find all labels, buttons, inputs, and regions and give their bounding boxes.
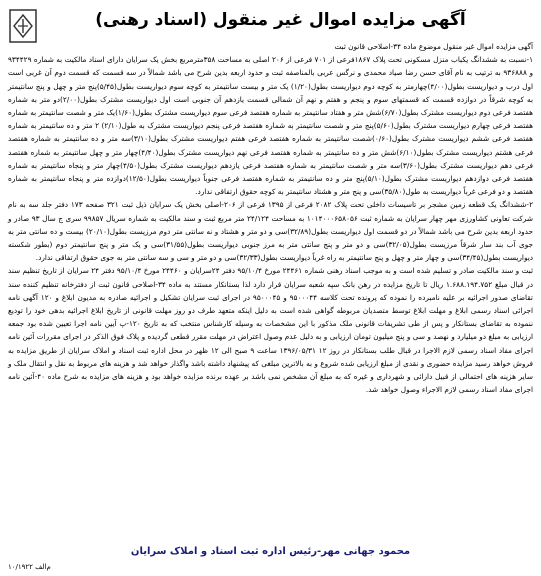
paragraph-2: ۲-ششدانگ یک قطعه زمین مشجر بر تاسیسات داخلی تحت پلاک ۲۰۸۲ فرعی از ۱۳۹۵ فرعی از ۲۰۶-اصلی بخش یک سرایان ذیل ثبت ۳۲۱ صفحه ۱۷۳ دفتر جلد سه به نام شرکت تعاونی کشاورزی مهر چهار سرایان به شماره ثبت ۱۰۱۴۰۰۰۶۵۸۰۵۶ به مساحت ۲۴/۱۲۴ متر مربع ثبت و سند مالکیت به شماره سریال ۹۹۸۵۷ سری ج سال ۹۳ صادر و حدود اربعه بدین شرح می باشد شمالاً در دو قسمت اول دیواریست بطول(۳۲/۸۹)سی و دو متر و هشتاد و نه سانتی متر دوم مرزیست بطول(۲۰/۱۰) بیست و ده سانتی متر به جوی آب بند سار شرقاً مرزیست بطول(۳۲/۰۵)سی و دو متر و پنج سانتی متر به مرز جنوبی دیواریست بطول(۳۱/۵۵)سی و یک متر و پنج سانتیمتر دوم (بطور شکسته دیواریست بطول(۳۴/۴۵)سی و چهار متر و چهل و پنج سانتیمتر به راه غرباً دیواریست بطول(۳۲/۳۳)سی و دو متر و سی و سه سانتی متر به جوی حقوق ارتفاقی ندارد. — [8, 200, 534, 263]
page-title: آگهی مزایده اموال غیر منقول (اسناد رهنی) — [95, 10, 466, 30]
reference-code: م‌الف ۱۰/۱۹۲۲ — [8, 563, 51, 571]
intro-line: آگهی مزایده اموال غیر منقول موضوع ماده ۳۴-اصلاحی قانون ثبت — [334, 42, 533, 51]
paragraph-3: ثبت و سند مالکیت صادر و تسلیم شده است و به موجب اسناد رهنی شماره ۲۴۴۶۱ مورخ ۹۵/۱۰/۴ دفتر ۲۴سرایان و ۲۴۴۶۰ مورخ ۹۵/۱۰/۴ دفتر ۲۴ سرایان از تاریخ تنظیم سند در قبال مبلغ ۱.۶۸۸.۱۹۴.۷۵۲ ریال تا تاریخ مزایده در رهن بانک سپه شعبه سرایان قرار دارد لذا بستانکار مستند به ماده ۳۴-اصلاحی قانون ثبت از دفترخانه تنظیم کننده سند تقاضای صدور اجرائیه بر علیه نامبرده را نموده که پرونده تحت کلاسه ۹۵۰۰۰۴۴ و ۹۵۰۰۰۴۵ در اجرای ثبت سرایان تشکیل و اجرائیه صادره به مدیون ابلاغ و ۱۲۰ آگهی نامه اجرائی اسناد رسمی ابلاغ و مهلت ابلاغ توسط متصدیان مربوطه گواهی شده است به دلیل اینکه متعهد طرف دو روز مهلت قانونی از تاریخ ابلاغ اجرائیه بدهی خود را تودیع ننموده به تقاضای بستانکار و پس از طی تشریفات قانونی ملک مذکور با این مشخصات به وسیله کارشناس منتخب که به تاریخ ۱۲۰-پ آیین نامه اجرا تعیین شده بود جمعه ارزیابی به مبلغ دو میلیارد و نهصد و سی و پنج میلیون تومان ارزیابی و به دلیل عدم وصول اعتراض در مهلت مقرر قطعی گردیده و پلاک فوق الذکر در اجرای مقررات آئین نامه اجرای مفاد اسناد رسمی لازم الاجرا در قبال طلب بستانکار در روز ۱۲ ۱۳۹۶/۰۵/۳۱ ساعت ۹ صبح الی ۱۲ ظهر در محل اداره ثبت اسناد و املاک سرایان از طریق مزایده به فروش خواهد رسید مزایده حضوری و نقدی از مبلغ ارزیابی شده شروع و به بالاترین مبلغی که پیشنهاد داشته باشد واگذار خواهد شد و هزینه های مربوط به نقل و انتقال ملک و سایر هزینه های احتمالی از قبیل دارائی و شهرداری و غیره که به مبلغ آن مشخص نمی باشد بر عهده برنده مزایده خواهد بود و هزینه های مزایده به شرح ماده ۴۰-آئین نامه اجرای مفاد اسناد رسمی لازم الاجراء وصول خواهد شد. — [8, 266, 534, 395]
paragraph-1: ۱-نسبت به ششدانگ یکباب منزل مسکونی تحت پلاک ۱۸۶۷فرعی از ۷۰۱ فرعی از ۲۰۶ اصلی به مساحت ۳۵۸مترمربع بخش یک سرایان دارای اسناد مالکیت به شماره ۹۳۴۴۲۹ و ۹۳۶۸۸۸ به ترتیب به نام آقای حسن رضا صیاد محمدی و نرگس عربی بالمناصفه ثبت و حدود اربعه بدین شرح می باشد شمالاً در سه قسمت که قسمت دوم آن غربی است اول درب و دیواریست بطول(۴/۰۰)چهارمتر به کوچه دوم دیواریست بطول(۱/۲۰) یک متر و بیست سانتیمتر به کوچه سوم دیواریست بطول(۵/۴۵)پنج متر و چهل و پنج سانتیمتر به کوچه شرقاً در دوازده قسمت که قسمتهای سوم و پنجم و هفتم و نهم آن شمالی قسمت یازدهم آن جنوبی است اول دیواریست مشترک بطول(۲/۰۰)دو متر به شماره هفتصد فرعی دوم دیواریست مشترک بطول(۶/۷۰)شش متر و هفتاد سانتیمتر به شماره هفتصد فرعی سوم دیواریست مشترک بطول(۱/۶۰)یک متر و شصت سانتیمتر به شماره هفتصد فرعی چهارم دیواریست مشترک بطول(۵/۶۰)پنج متر و شصت سانتیمتر به شماره هفتصد فرعی پنجم دیواریست مشترک به طول(۲/۱۰) ۲ متر و ده سانتیمتر به شماره هفتصد فرعی ششم دیواریست مشترک بطول(۰/۶۰)شصت سانتیمتر به شماره هفتصد فرعی هفتم دیواریست مشترک بطول(۳/۱۰)سه متر و ده سانتیمتر به شماره هفتصد فرعی هشتم دیواریست مشترک بطول(۶/۱۰)شش متر و ده سانتیمتر به شماره هفتصد فرعی نهم دیواریست مشترک بطول(۴/۴۰)چهار متر و چهل سانتیمتر به شماره هفتصد فرعی دهم دیواریست مشترک بطول(۳/۶۰)سه متر و شصت سانتیمتر به شماره هفتصد فرعی یازدهم دیواریست مشترک بطول(۴/۵۰)چهار متر و پنجاه سانتیمتر به شماره هفتصد فرعی دوازدهم دیواریست مشترک بطول(۵/۱۰)پنج متر و ده سانتیمتر به شماره هفتصد فرعی جنوباً دیواریست بطول(۱۲/۵۰)دوازده متر و پنجاه سانتیمتر به شماره هفتصد و دو فرعی غرباً دیواریست به طول(۳۵/۸۰)سی و پنج متر و هشتاد سانتیمتر به کوچه حقوق ارتفاقی ندارد. — [8, 55, 534, 197]
notice-body — [8, 40, 533, 396]
signature: محمود جهانی مهر-رئیس اداره ثبت اسناد و املاک سرایان — [130, 546, 411, 557]
